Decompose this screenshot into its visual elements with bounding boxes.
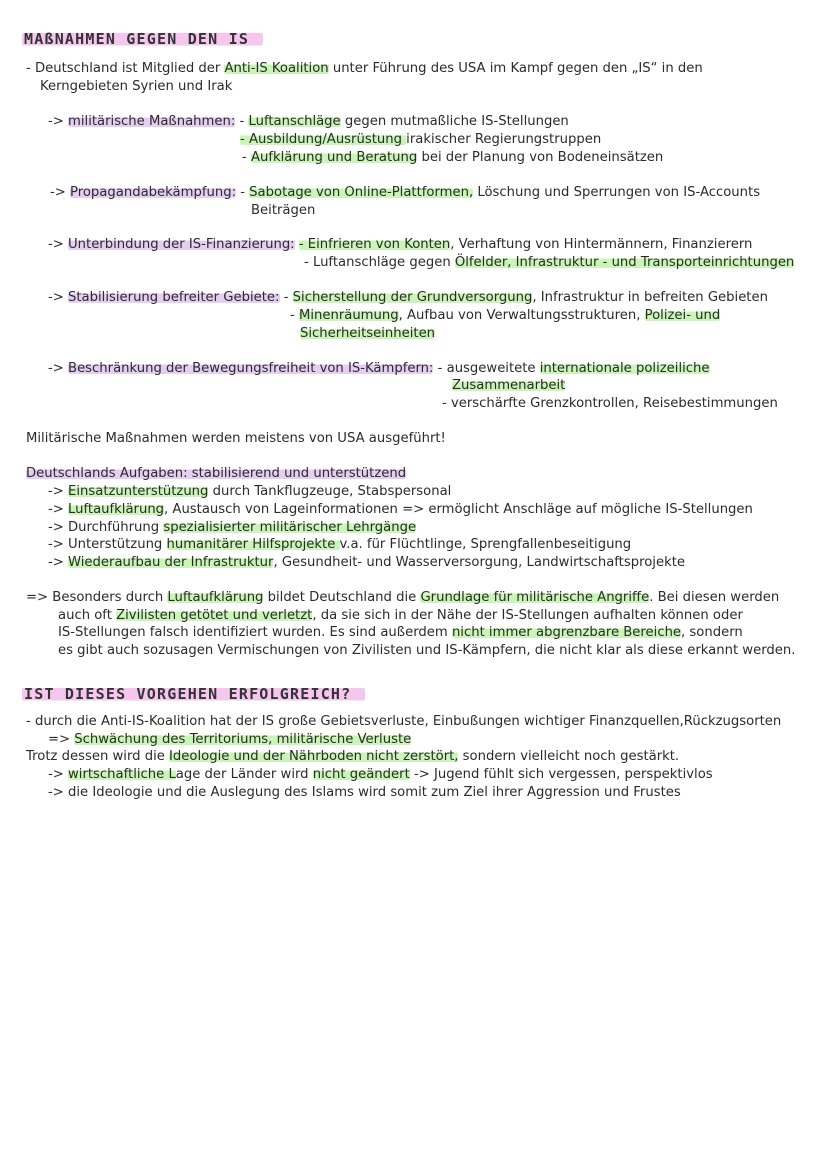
title-highlight: IST DIESES VORGEHEN ERFOLGREICH? bbox=[22, 685, 365, 703]
financing-line-2: - Luftanschläge gegen Ölfelder, Infrastruktur - und Transporteinrichtungen bbox=[304, 255, 795, 270]
germany-item: -> Wiederaufbau der Infrastruktur, Gesundheit- und Wasserversorgung, Landwirtschaftsprojekte bbox=[48, 555, 685, 570]
success-line-2: => Schwächung des Territoriums, militärische Verluste bbox=[48, 732, 412, 747]
germany-item: -> Einsatzunterstützung durch Tankflugzeuge, Stabspersonal bbox=[48, 484, 452, 499]
military-line-2: - Ausbildung/Ausrüstung irakischer Regierungstruppen bbox=[240, 132, 602, 147]
label-financing: Unterbindung der IS-Finanzierung: bbox=[68, 237, 295, 252]
label-propaganda: Propagandabekämpfung: bbox=[70, 185, 237, 200]
conclusion-line-4: es gibt auch sozusagen Vermischungen von Zivilisten und IS-Kämpfern, die nicht klar als diese erkannt werden. bbox=[58, 643, 796, 658]
propaganda-line-2: Beiträgen bbox=[251, 203, 316, 218]
usa-note: Militärische Maßnahmen werden meistens von USA ausgeführt! bbox=[26, 431, 446, 446]
stabilization-line-2: - Minenräumung, Aufbau von Verwaltungsstrukturen, Polizei- und bbox=[290, 308, 721, 323]
military-line-3: - Aufklärung und Beratung bei der Planung von Bodeneinsätzen bbox=[242, 150, 664, 165]
intro-line-2: Kerngebieten Syrien und Irak bbox=[40, 79, 233, 94]
conclusion-line-1: => Besonders durch Luftaufklärung bildet Deutschland die Grundlage für militärische Angriffe. Bei diesen werden bbox=[26, 590, 780, 605]
germany-label: Deutschlands Aufgaben: stabilisierend und unterstützend bbox=[26, 466, 407, 481]
label-movement: Beschränkung der Bewegungsfreiheit von IS-Kämpfern: bbox=[68, 361, 434, 376]
highlight-anti-is: Anti-IS Koalition bbox=[224, 61, 329, 76]
success-line-1: - durch die Anti-IS-Koalition hat der IS große Gebietsverluste, Einbußungen wichtiger Finanzquellen,Rückzugsorten bbox=[26, 714, 782, 729]
propaganda-line-1: -> Propagandabekämpfung: - Sabotage von Online-Plattformen, Löschung und Sperrungen von IS-Accounts bbox=[50, 185, 761, 200]
movement-line-2: Zusammenarbeit bbox=[452, 378, 566, 393]
intro-line-1: - Deutschland ist Mitglied der Anti-IS Koalition unter Führung des USA im Kampf gegen den „IS“ in den bbox=[26, 61, 703, 76]
label-military: militärische Maßnahmen: bbox=[68, 114, 236, 129]
section-title-measures bbox=[22, 30, 263, 48]
section-title-success bbox=[22, 685, 365, 703]
stabilization-line-1: -> Stabilisierung befreiter Gebiete: - Sicherstellung der Grundversorgung, Infrastruktur in befreiten Gebieten bbox=[48, 290, 768, 305]
conclusion-line-3: IS-Stellungen falsch identifiziert wurden. Es sind außerdem nicht immer abgrenzbare Bereiche, sondern bbox=[58, 625, 743, 640]
stabilization-line-3: Sicherheitseinheiten bbox=[300, 326, 436, 341]
conclusion-line-2: auch oft Zivilisten getötet und verletzt, da sie sich in der Nähe der IS-Stellungen aufhalten können oder bbox=[58, 608, 743, 623]
title-highlight: MAßNAHMEN GEGEN DEN IS bbox=[22, 30, 263, 48]
germany-item: -> Luftaufklärung, Austausch von Lageinformationen => ermöglicht Anschläge auf mögliche IS-Stellungen bbox=[48, 502, 753, 517]
military-line-1: -> militärische Maßnahmen: - Luftanschläge gegen mutmaßliche IS-Stellungen bbox=[48, 114, 569, 129]
movement-line-3: - verschärfte Grenzkontrollen, Reisebestimmungen bbox=[442, 396, 778, 411]
germany-item: -> Unterstützung humanitärer Hilfsprojekte v.a. für Flüchtlinge, Sprengfallenbeseitigung bbox=[48, 537, 632, 552]
success-line-5: -> die Ideologie und die Auslegung des Islams wird somit zum Ziel ihrer Aggression und Frustes bbox=[48, 785, 681, 800]
movement-line-1: -> Beschränkung der Bewegungsfreiheit von IS-Kämpfern: - ausgeweitete internationale polizeiliche bbox=[48, 361, 710, 376]
label-stabilization: Stabilisierung befreiter Gebiete: bbox=[68, 290, 280, 305]
success-line-3: Trotz dessen wird die Ideologie und der Nährboden nicht zerstört, sondern vielleicht noch gestärkt. bbox=[26, 749, 680, 764]
financing-line-1: -> Unterbindung der IS-Finanzierung: - Einfrieren von Konten, Verhaftung von Hintermännern, Finanzierern bbox=[48, 237, 753, 252]
germany-item: -> Durchführung spezialisierter militärischer Lehrgänge bbox=[48, 520, 417, 535]
success-line-4: -> wirtschaftliche Lage der Länder wird nicht geändert -> Jugend fühlt sich vergessen, perspektivlos bbox=[48, 767, 713, 782]
